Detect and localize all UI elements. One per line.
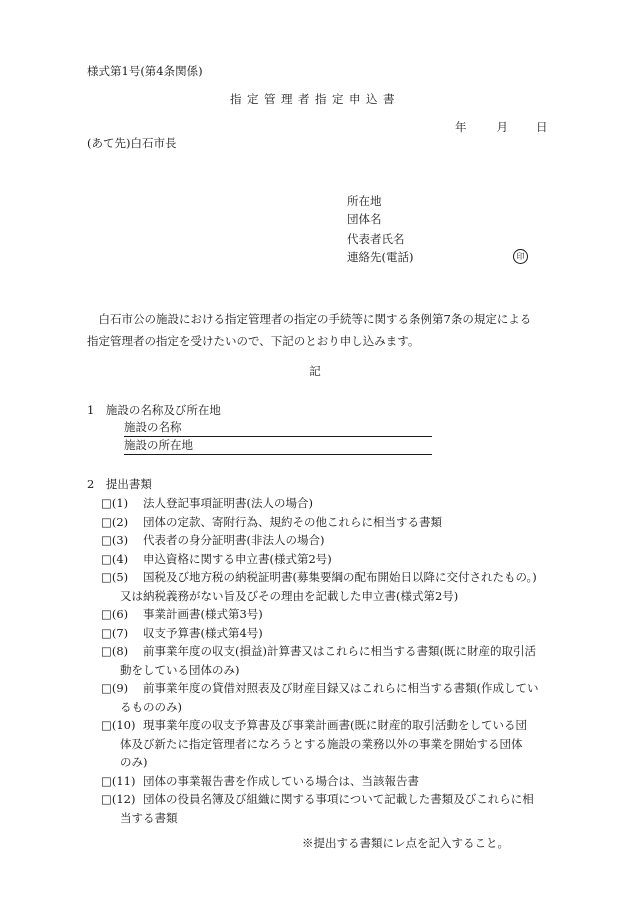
representative-label: 代表者氏名 [347, 232, 405, 246]
item-text: 団体の役員名簿及び組織に関する事項について記載した書類及びこれらに相 [143, 792, 534, 806]
item-number: (3) [111, 533, 129, 547]
item-text: 前事業年度の収支(損益)計算書又はこれらに相当する書類(既に財産的取引活 [143, 644, 536, 658]
checklist-item-12[interactable] [101, 794, 135, 806]
item-text: 団体の事業報告書を作成している場合は、当該報告書 [143, 773, 419, 788]
checkbox[interactable]: □ [101, 625, 112, 640]
item-text: るもののみ) [120, 699, 182, 714]
checkbox[interactable]: □ [101, 792, 112, 806]
body-line-1: 白石市公の施設における指定管理者の指定の手続等に関する条例第7条の規定による [98, 312, 532, 326]
item-text: 法人登記事項証明書(法人の場合) [143, 496, 313, 510]
addressee: (あて先)白石市長 [87, 136, 177, 150]
item-text: のみ) [120, 755, 148, 769]
facility-location-field[interactable]: 施設の所在地 [124, 440, 432, 455]
checklist-item-7[interactable] [101, 625, 129, 640]
checklist-item-4[interactable] [101, 551, 129, 566]
item-number: (1) [111, 496, 129, 510]
checklist-item-6[interactable] [101, 609, 128, 621]
item-text: 当する書類 [120, 810, 178, 825]
item-number: (7) [111, 625, 129, 640]
checklist-item-1[interactable] [101, 498, 128, 510]
contact-label: 連絡先(電話) [347, 250, 414, 264]
checkbox[interactable]: □ [101, 570, 112, 584]
address-label: 所在地 [347, 194, 382, 208]
checklist-item-11[interactable] [101, 773, 136, 788]
checkbox[interactable]: □ [101, 551, 112, 566]
item-text: 事業計画書(様式第3号) [143, 607, 263, 621]
form-number: 様式第1号(第4条関係) [87, 64, 203, 78]
checklist-item-8[interactable] [101, 646, 128, 658]
ki-heading: 記 [309, 364, 321, 378]
checkbox[interactable]: □ [101, 514, 112, 529]
item-number: (4) [111, 551, 129, 566]
application-body [87, 308, 557, 352]
checkbox[interactable]: □ [101, 644, 112, 658]
month-label: 月 [496, 120, 508, 134]
item-number: (9) [111, 681, 129, 695]
checkbox[interactable]: □ [101, 533, 112, 547]
item-text: 申込資格に関する申立書(様式第2号) [143, 551, 332, 566]
checkbox[interactable]: □ [101, 681, 112, 695]
checkbox[interactable]: □ [101, 773, 112, 788]
item-number: (5) [111, 570, 129, 584]
item-text: 又は納税義務がない旨及びその理由を記載した申立書(様式第2号) [120, 588, 459, 603]
seal-mark: 印 [513, 249, 528, 264]
checklist-item-5[interactable] [101, 572, 128, 584]
item-text: 現事業年度の収支予算書及び事業計画書(既に財産的取引活動をしている団 [143, 718, 527, 732]
item-text: 体及び新たに指定管理者になろうとする施設の業務以外の事業を開始する団体 [120, 736, 523, 751]
checkbox[interactable]: □ [101, 496, 112, 510]
checklist-note: ※提出する書類にレ点を記入すること。 [302, 836, 509, 850]
item-text: 国税及び地方税の納税証明書(募集要綱の配布開始日以降に交付されたもの。) [143, 570, 537, 584]
section2-heading: 2 提出書類 [87, 477, 152, 491]
document-title: 指定管理者指定申込書 [230, 92, 400, 106]
item-number: (2) [111, 514, 129, 529]
item-text: 動をしている団体のみ) [120, 662, 240, 677]
item-number: (8) [111, 644, 129, 658]
item-number: (12) [111, 792, 136, 806]
item-text: 前事業年度の貸借対照表及び財産目録又はこれらに相当する書類(作成してい [143, 681, 539, 695]
item-number: (6) [111, 607, 129, 621]
year-label: 年 [455, 120, 467, 134]
checklist-item-9[interactable] [101, 683, 128, 695]
checkbox[interactable]: □ [101, 607, 112, 621]
checklist-item-2[interactable] [101, 514, 129, 529]
organization-label: 団体名 [347, 212, 382, 226]
item-text: 団体の定款、寄附行為、規約その他これらに相当する書類 [143, 514, 442, 529]
item-text: 収支予算書(様式第4号) [143, 625, 263, 640]
date-line [455, 122, 548, 134]
item-number: (11) [111, 773, 136, 788]
item-number: (10) [111, 718, 136, 732]
facility-name-field[interactable]: 施設の名称 [124, 422, 432, 437]
body-line-2: 指定管理者の指定を受けたいので、下記のとおり申し込みます。 [87, 334, 420, 348]
checklist-item-10[interactable] [101, 720, 135, 732]
item-text: 代表者の身分証明書(非法人の場合) [143, 533, 325, 547]
section1-heading: 1 施設の名称及び所在地 [87, 403, 221, 417]
day-label: 日 [536, 120, 548, 134]
checklist-item-3[interactable] [101, 535, 128, 547]
checkbox[interactable]: □ [101, 718, 112, 732]
